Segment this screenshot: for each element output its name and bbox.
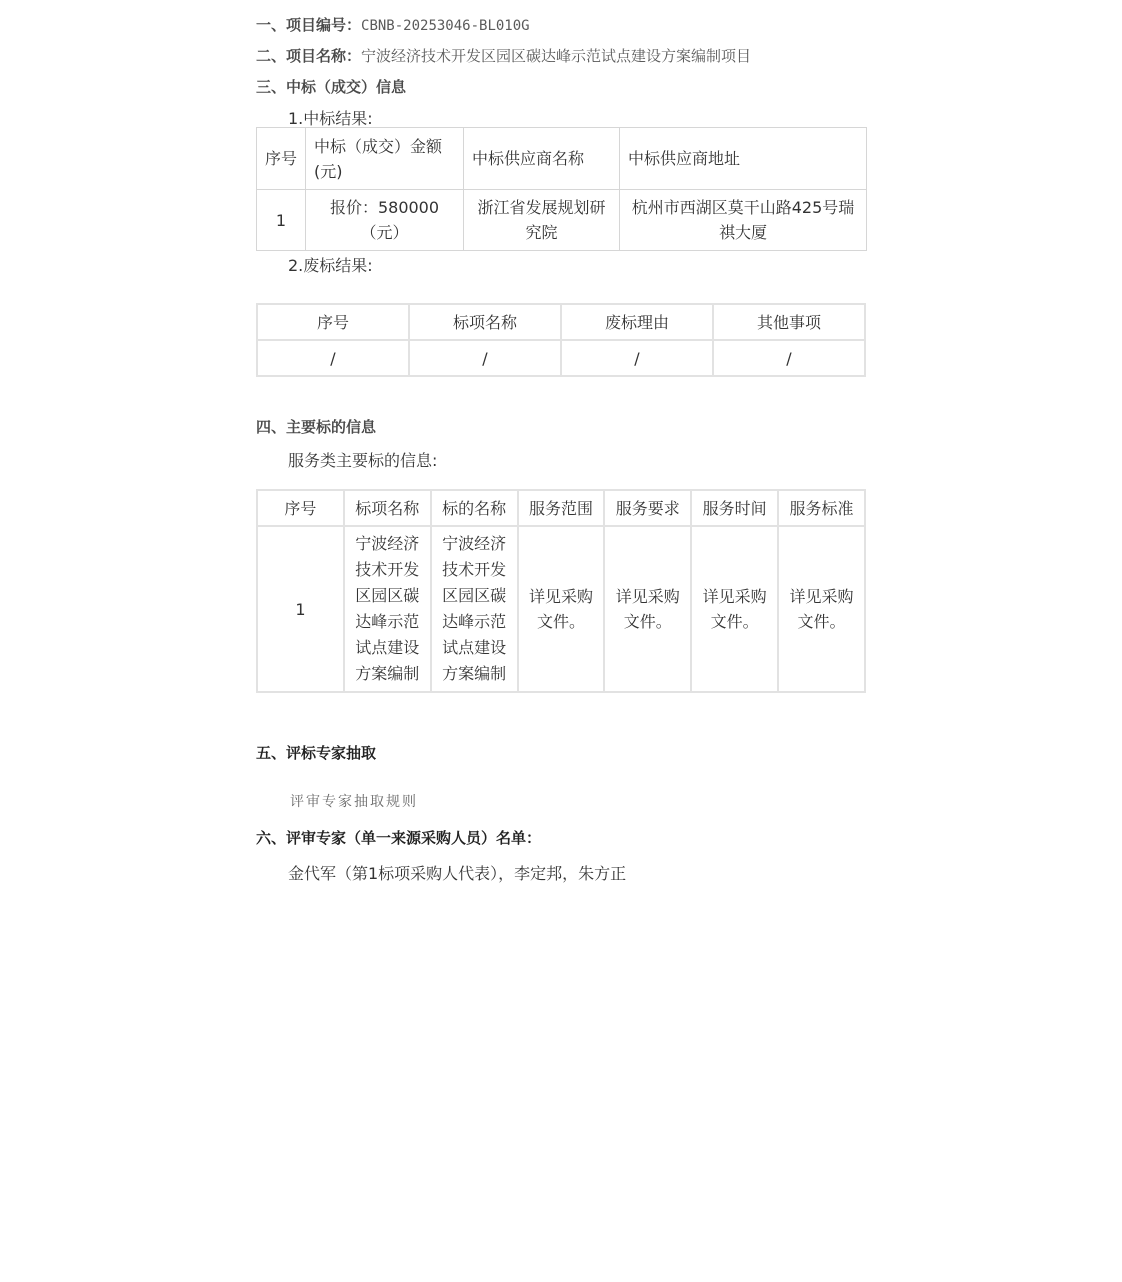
project-name-value: 宁波经济技术开发区园区碳达峰示范试点建设方案编制项目 [361, 47, 752, 65]
service-cell-lot: 宁波经济技术开发区园区碳达峰示范试点建设方案编制 [344, 526, 431, 692]
award-row-supplier: 浙江省发展规划研究院 [464, 190, 620, 251]
project-number-line [256, 14, 530, 35]
service-cell-scope: 详见采购文件。 [518, 526, 605, 692]
invalid-header-no: 序号 [257, 304, 409, 340]
award-header-supplier: 中标供应商名称 [464, 128, 620, 190]
award-header-row [257, 128, 867, 190]
service-cell-subject: 宁波经济技术开发区园区碳达峰示范试点建设方案编制 [431, 526, 518, 692]
project-number-value: CBNB-20253046-BL010G [361, 18, 530, 34]
experts-heading: 五、评标专家抽取 [256, 744, 377, 762]
service-cell-requirement: 详见采购文件。 [604, 526, 691, 692]
table-row [257, 526, 865, 692]
table-row [257, 190, 867, 251]
service-subject-title: 服务类主要标的信息: [288, 451, 438, 470]
invalid-header-row [257, 304, 865, 340]
invalid-result-title: 2.废标结果: [288, 256, 373, 275]
service-header-lot: 标项名称 [344, 490, 431, 526]
service-cell-no: 1 [257, 526, 344, 692]
service-header-standard: 服务标准 [778, 490, 865, 526]
expert-names: 金代军（第1标项采购人代表），李定邦，朱方正 [288, 864, 627, 883]
service-header-scope: 服务范围 [518, 490, 605, 526]
invalid-cell-reason: / [561, 340, 713, 376]
service-header-time: 服务时间 [691, 490, 778, 526]
project-name-line [256, 45, 751, 66]
invalid-result-table [256, 303, 866, 377]
award-result-table [256, 127, 867, 251]
project-number-label: 一、项目编号： [256, 16, 362, 34]
main-subject-heading: 四、主要标的信息 [256, 418, 377, 436]
invalid-cell-lot: / [409, 340, 561, 376]
award-header-address: 中标供应商地址 [620, 128, 867, 190]
award-row-amount: 报价：580000（元） [306, 190, 464, 251]
award-header-no: 序号 [257, 128, 306, 190]
invalid-cell-other: / [713, 340, 865, 376]
project-name-label: 二、项目名称： [256, 47, 362, 65]
award-row-address: 杭州市西湖区莫干山路425号瑞祺大厦 [620, 190, 867, 251]
expert-rule-link[interactable]: 评审专家抽取规则 [290, 794, 418, 810]
table-row [257, 340, 865, 376]
award-row-no: 1 [257, 190, 306, 251]
invalid-header-other: 其他事项 [713, 304, 865, 340]
invalid-header-reason: 废标理由 [561, 304, 713, 340]
award-result-title: 1.中标结果: [288, 109, 373, 128]
service-header-row [257, 490, 865, 526]
service-cell-standard: 详见采购文件。 [778, 526, 865, 692]
award-info-heading: 三、中标（成交）信息 [256, 78, 407, 96]
invalid-cell-no: / [257, 340, 409, 376]
service-subject-table [256, 489, 866, 693]
service-header-subject: 标的名称 [431, 490, 518, 526]
expert-list-heading: 六、评审专家（单一来源采购人员）名单： [256, 829, 542, 847]
service-header-requirement: 服务要求 [604, 490, 691, 526]
service-cell-time: 详见采购文件。 [691, 526, 778, 692]
service-header-no: 序号 [257, 490, 344, 526]
award-header-amount: 中标（成交）金额(元) [306, 128, 464, 190]
invalid-header-lot: 标项名称 [409, 304, 561, 340]
